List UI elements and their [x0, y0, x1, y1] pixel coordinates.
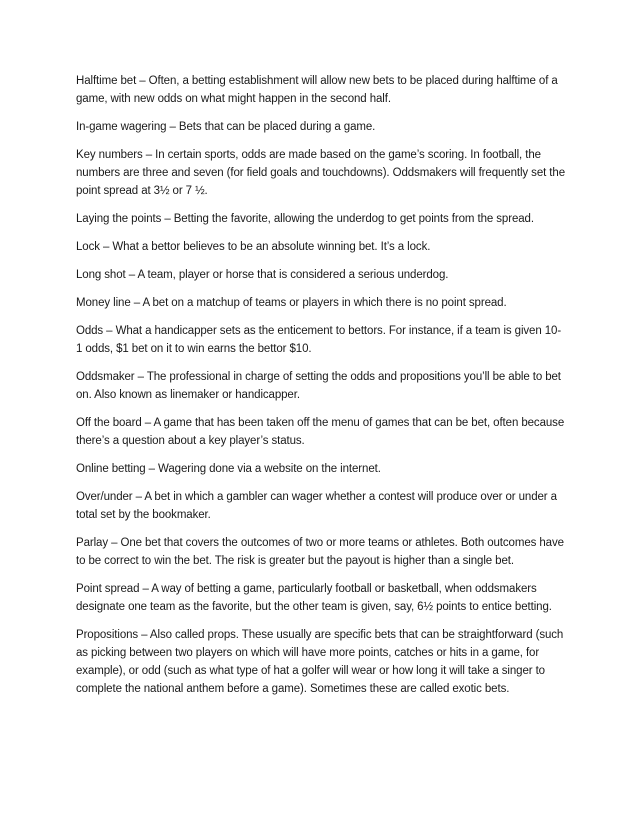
glossary-entry-odds: Odds – What a handicapper sets as the enticement to bettors. For instance, if a team is given 10-1 odds, $1 bet on it to win earns the bettor $10. [76, 325, 562, 355]
glossary-entry-off-the-board: Off the board – A game that has been taken off the menu of games that can be bet, often because there’s a question about a key player’s status. [76, 417, 565, 447]
glossary-entry-online-betting: Online betting – Wagering done via a website on the internet. [76, 463, 381, 475]
glossary-entry-money-line: Money line – A bet on a matchup of teams or players in which there is no point spread. [76, 297, 507, 309]
glossary-entry-in-game-wagering: In-game wagering – Bets that can be placed during a game. [76, 121, 376, 133]
glossary-content [76, 72, 566, 708]
glossary-entry-lock: Lock – What a bettor believes to be an absolute winning bet. It’s a lock. [76, 241, 431, 253]
glossary-entry-over-under: Over/under – A bet in which a gambler can wager whether a contest will produce over or under a total set by the bookmaker. [76, 491, 557, 521]
glossary-entry-laying-the-points: Laying the points – Betting the favorite, allowing the underdog to get points from the spread. [76, 213, 534, 225]
glossary-entry-halftime-bet: Halftime bet – Often, a betting establishment will allow new bets to be placed during halftime of a game, with new odds on what might happen in the second half. [76, 75, 558, 105]
glossary-entry-propositions: Propositions – Also called props. These usually are specific bets that can be straightforward (such as picking between two players on which will have more points, catches or hits in a game, for example), or odd (such as what type of hat a golfer will wear or how long it will take a singer to complete the national anthem before a game). Sometimes these are called exotic bets. [76, 629, 564, 695]
glossary-entry-oddsmaker: Oddsmaker – The professional in charge of setting the odds and propositions you’ll be able to bet on. Also known as linemaker or handicapper. [76, 371, 561, 401]
glossary-entry-parlay: Parlay – One bet that covers the outcomes of two or more teams or athletes. Both outcomes have to be correct to win the bet. The risk is greater but the payout is higher than a single bet. [76, 537, 564, 567]
glossary-entry-key-numbers: Key numbers – In certain sports, odds are made based on the game’s scoring. In football, the numbers are three and seven (for field goals and touchdowns). Oddsmakers will frequently set the point spread at 3½ or 7 ½. [76, 149, 565, 197]
glossary-entry-long-shot: Long shot – A team, player or horse that is considered a serious underdog. [76, 269, 449, 281]
glossary-entry-point-spread: Point spread – A way of betting a game, particularly football or basketball, when oddsmakers designate one team as the favorite, but the other team is given, say, 6½ points to entice betting. [76, 583, 552, 613]
